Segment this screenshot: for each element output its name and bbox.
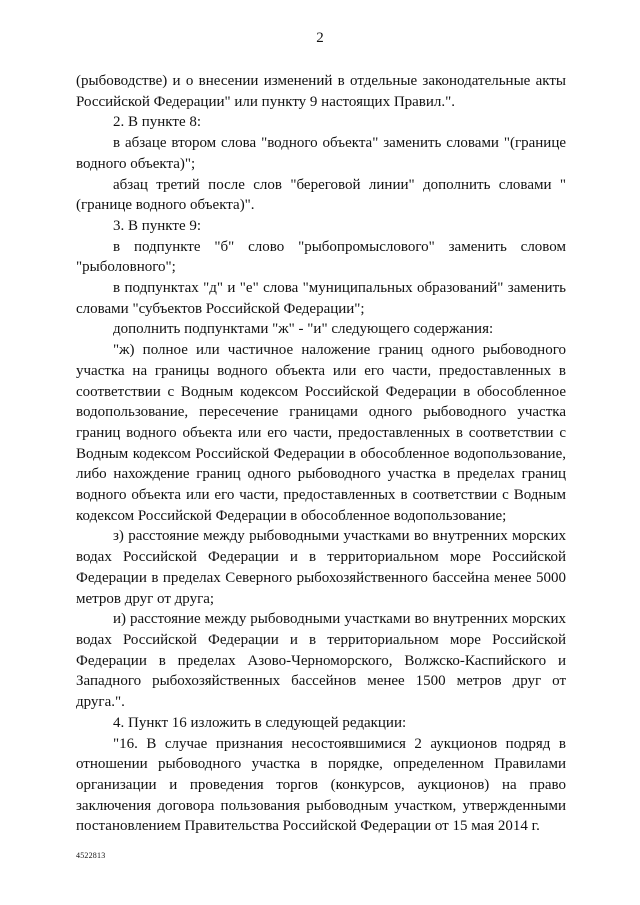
paragraph-item-3-add-subitems: дополнить подпунктами "ж" - "и" следующего содержания: — [113, 321, 494, 338]
paragraph-item-16-text: "16. В случае признания несостоявшимися 2 аукционов подряд в отношении рыбоводного участка в порядке, определенном Правилами организации и проведения торгов (конкурсов, аукционов) на право заключения договора пользования рыбоводным участком, утвержденными постановлением Правительства Российской Федерации от 15 мая 2014 г. — [76, 735, 566, 835]
paragraph-item-2-abzac-2: в абзаце втором слова "водного объекта" заменить словами "(границе водного объекта)"; — [76, 135, 566, 172]
paragraph-subitem-i: и) расстояние между рыбоводными участками во внутренних морских водах Российской Федерации и в территориальном море Российской Федерации в пределах Азово-Черноморского, Волжско-Каспийского и Западного рыбохозяйственных бассейнов менее 1500 метров друг от друга.". — [76, 611, 566, 711]
paragraph-item-3-subitem-b: в подпункте "б" слово "рыбопромыслового" заменить словом "рыболовного"; — [76, 238, 566, 276]
paragraph-continuation: (рыбоводстве) и о внесении изменений в отдельные законодательные акты Российской Федерации" или пункту 9 настоящих Правил.". — [76, 73, 566, 110]
paragraph-item-3-heading: 3. В пункте 9: — [113, 217, 202, 234]
paragraph-item-2-abzac-3: абзац третий после слов "береговой линии" дополнить словами "(границе водного объекта)". — [76, 176, 566, 214]
document-id: 4522813 — [76, 851, 106, 860]
paragraph-item-2-heading: 2. В пункте 8: — [113, 114, 202, 131]
paragraph-item-3-subitems-d-e: в подпунктах "д" и "е" слова "муниципальных образований" заменить словами "субъектов Российской Федерации"; — [76, 280, 566, 317]
paragraph-subitem-zh: "ж) полное или частичное наложение границ одного рыбоводного участка на границы водного объекта или его части, предоставленных в соответствии с Водным кодексом Российской Федерации в обособленное водопользование, пересечение границами одного рыбоводного участка границ водного объекта или его части, предоставленных в соответствии с Водным кодексом Российской Федерации в обособленное водопользование, либо нахождение границ одного рыбоводного участка в пределах границ водного объекта или его части, предоставленных в соответствии с Водным кодексом Российской Федерации в обособленное водопользование; — [76, 342, 566, 524]
paragraph-item-4-heading: 4. Пункт 16 изложить в следующей редакции: — [113, 714, 407, 731]
page-number: 2 — [316, 30, 324, 46]
paragraph-subitem-z: з) расстояние между рыбоводными участками во внутренних морских водах Российской Федерации и в территориальном море Российской Федерации в пределах Северного рыбохозяйственного бассейна менее 5000 метров друг от друга; — [76, 528, 566, 607]
document-body — [76, 71, 566, 837]
